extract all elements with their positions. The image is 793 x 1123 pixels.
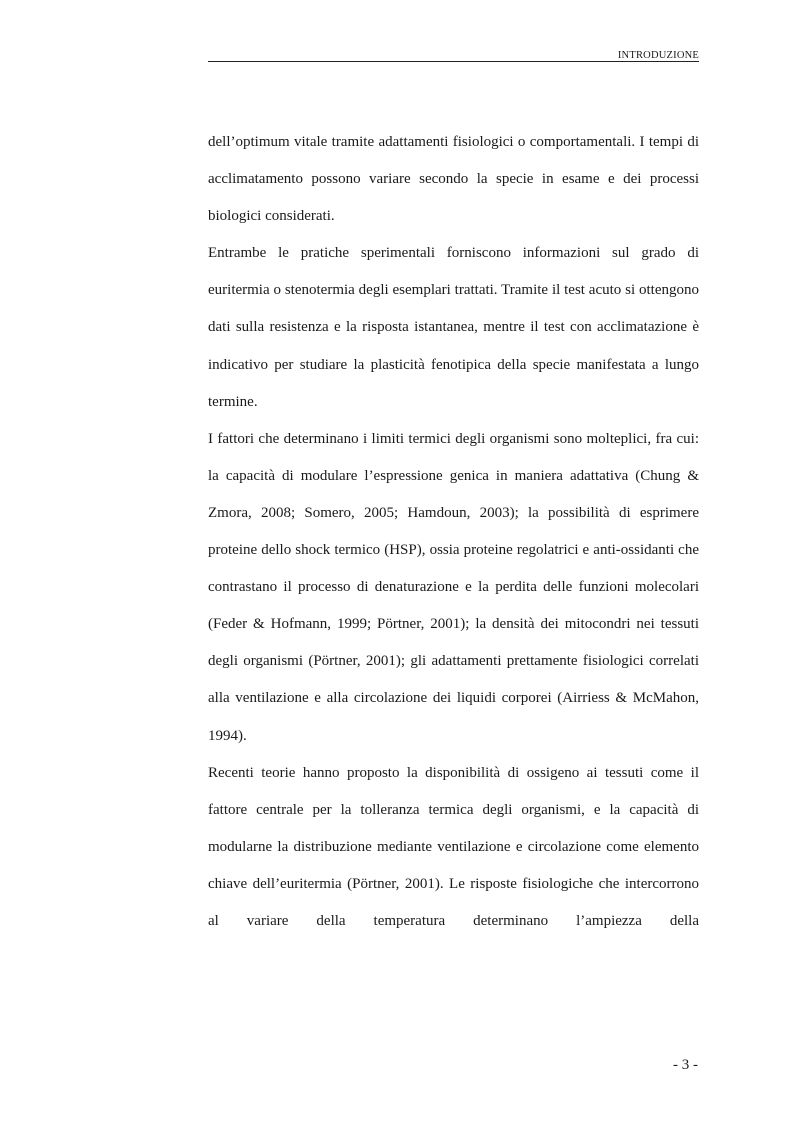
page-number: - 3 - (673, 1057, 698, 1073)
paragraph-3: I fattori che determinano i limiti termici degli organismi sono molteplici, fra cui: la capacità di modulare l’espressione genica in maniera adattativa (Chung & Zmora, 2008; Somero, 2005; Hamdoun, 2003); la possibilità di esprimere proteine dello shock termico (HSP), ossia proteine regolatrici e anti-ossidanti che contrastano il processo di denaturazione e la perdita delle funzioni molecolari (Feder & Hofmann, 1999; Pörtner, 2001); la densità dei mitocondri nei tessuti degli organismi (Pörtner, 2001); gli adattamenti prettamente fisiologici correlati alla ventilazione e alla circolazione dei liquidi corporei (Airriess & McMahon, 1994). (208, 430, 699, 744)
running-header: INTRODUZIONE (617, 50, 699, 61)
paragraph-1: dell’optimum vitale tramite adattamenti fisiologici o comportamentali. I tempi di acclimatamento possono variare secondo la specie in esame e dei processi biologici considerati. (208, 134, 699, 225)
paragraph-2: Entrambe le pratiche sperimentali forniscono informazioni sul grado di euritermia o stenotermia degli esemplari trattati. Tramite il test acuto si ottengono dati sulla resistenza e la risposta istantanea, mentre il test con acclimatazione è indicativo per studiare la plasticità fenotipica della specie manifestata a lungo termine. (208, 245, 699, 410)
body-text (208, 124, 699, 940)
paragraph-4: Recenti teorie hanno proposto la disponibilità di ossigeno ai tessuti come il fattore centrale per la tolleranza termica degli organismi, e la capacità di modularne la distribuzione mediante ventilazione e circolazione come elemento chiave dell’euritermia (Pörtner, 2001). Le risposte fisiologiche che intercorrono al variare della temperatura determinano l’ampiezza della (208, 764, 699, 929)
header-divider (208, 61, 699, 62)
